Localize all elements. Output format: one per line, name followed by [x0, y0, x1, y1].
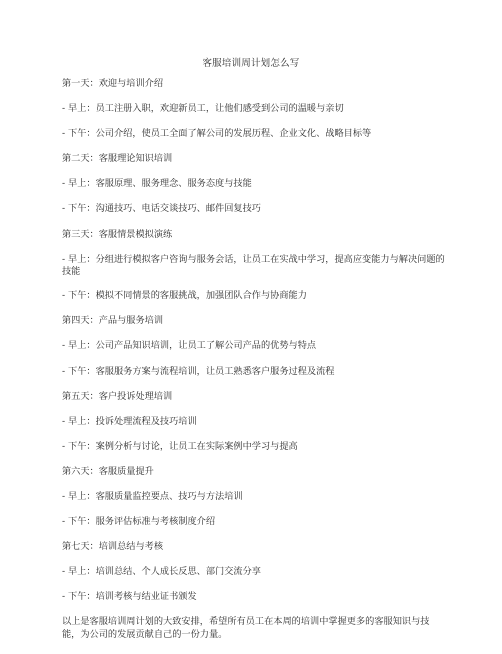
day-5-heading: 第五天：客户投诉处理培训 — [62, 390, 173, 402]
day-1-heading: 第一天：欢迎与培训介绍 — [62, 78, 164, 89]
day-2-afternoon: - 下午：沟通技巧、电话交谈技巧、邮件回复技巧 — [62, 203, 261, 215]
day-2-heading: 第二天：客服理论知识培训 — [62, 153, 173, 165]
document-title: 客服培训周计划怎么写 — [202, 58, 300, 69]
day-5-morning: - 早上：投诉处理流程及技巧培训 — [62, 415, 197, 427]
day-4-morning: - 早上：公司产品知识培训，让员工了解公司产品的优势与特点 — [62, 340, 317, 352]
day-2-morning: - 早上：客服原理、服务理念、服务态度与技能 — [62, 178, 252, 190]
day-1-morning: - 早上：员工注册入职，欢迎新员工，让他们感受到公司的温暖与亲切 — [62, 103, 344, 115]
day-4-afternoon: - 下午：客服服务方案与流程培训，让员工熟悉客户服务过程及流程 — [62, 365, 335, 377]
day-4-heading: 第四天：产品与服务培训 — [62, 315, 164, 327]
day-3-afternoon: - 下午：模拟不同情景的客服挑战，加强团队合作与协商能力 — [62, 290, 307, 302]
day-3-morning: - 早上：分组进行模拟客户咨询与服务会话，让员工在实战中学习，提高应变能力与解决问题的技能 — [62, 253, 445, 278]
day-6-heading: 第六天：客服质量提升 — [62, 465, 154, 477]
day-3-heading: 第三天：客服情景模拟演练 — [62, 228, 173, 240]
day-6-morning: - 早上：客服质量监控要点、技巧与方法培训 — [62, 491, 243, 502]
day-1-afternoon: - 下午：公司介绍，使员工全面了解公司的发展历程、企业文化、战略目标等 — [62, 128, 372, 140]
day-7-morning: - 早上：培训总结、个人成长反思、部门交流分享 — [62, 566, 261, 578]
document-body — [62, 78, 446, 654]
conclusion-paragraph: 以上是客服培训周计划的大致安排，希望所有员工在本周的培训中掌握更多的客服知识与技能，为公司的发展贡献自己的一份力量。 — [62, 616, 430, 640]
day-6-afternoon: - 下午：服务评估标准与考核制度介绍 — [62, 516, 216, 528]
day-7-heading: 第七天：培训总结与考核 — [62, 541, 164, 553]
day-7-afternoon: - 下午：培训考核与结业证书颁发 — [62, 591, 197, 603]
day-5-afternoon: - 下午：案例分析与讨论，让员工在实际案例中学习与提高 — [62, 440, 298, 452]
